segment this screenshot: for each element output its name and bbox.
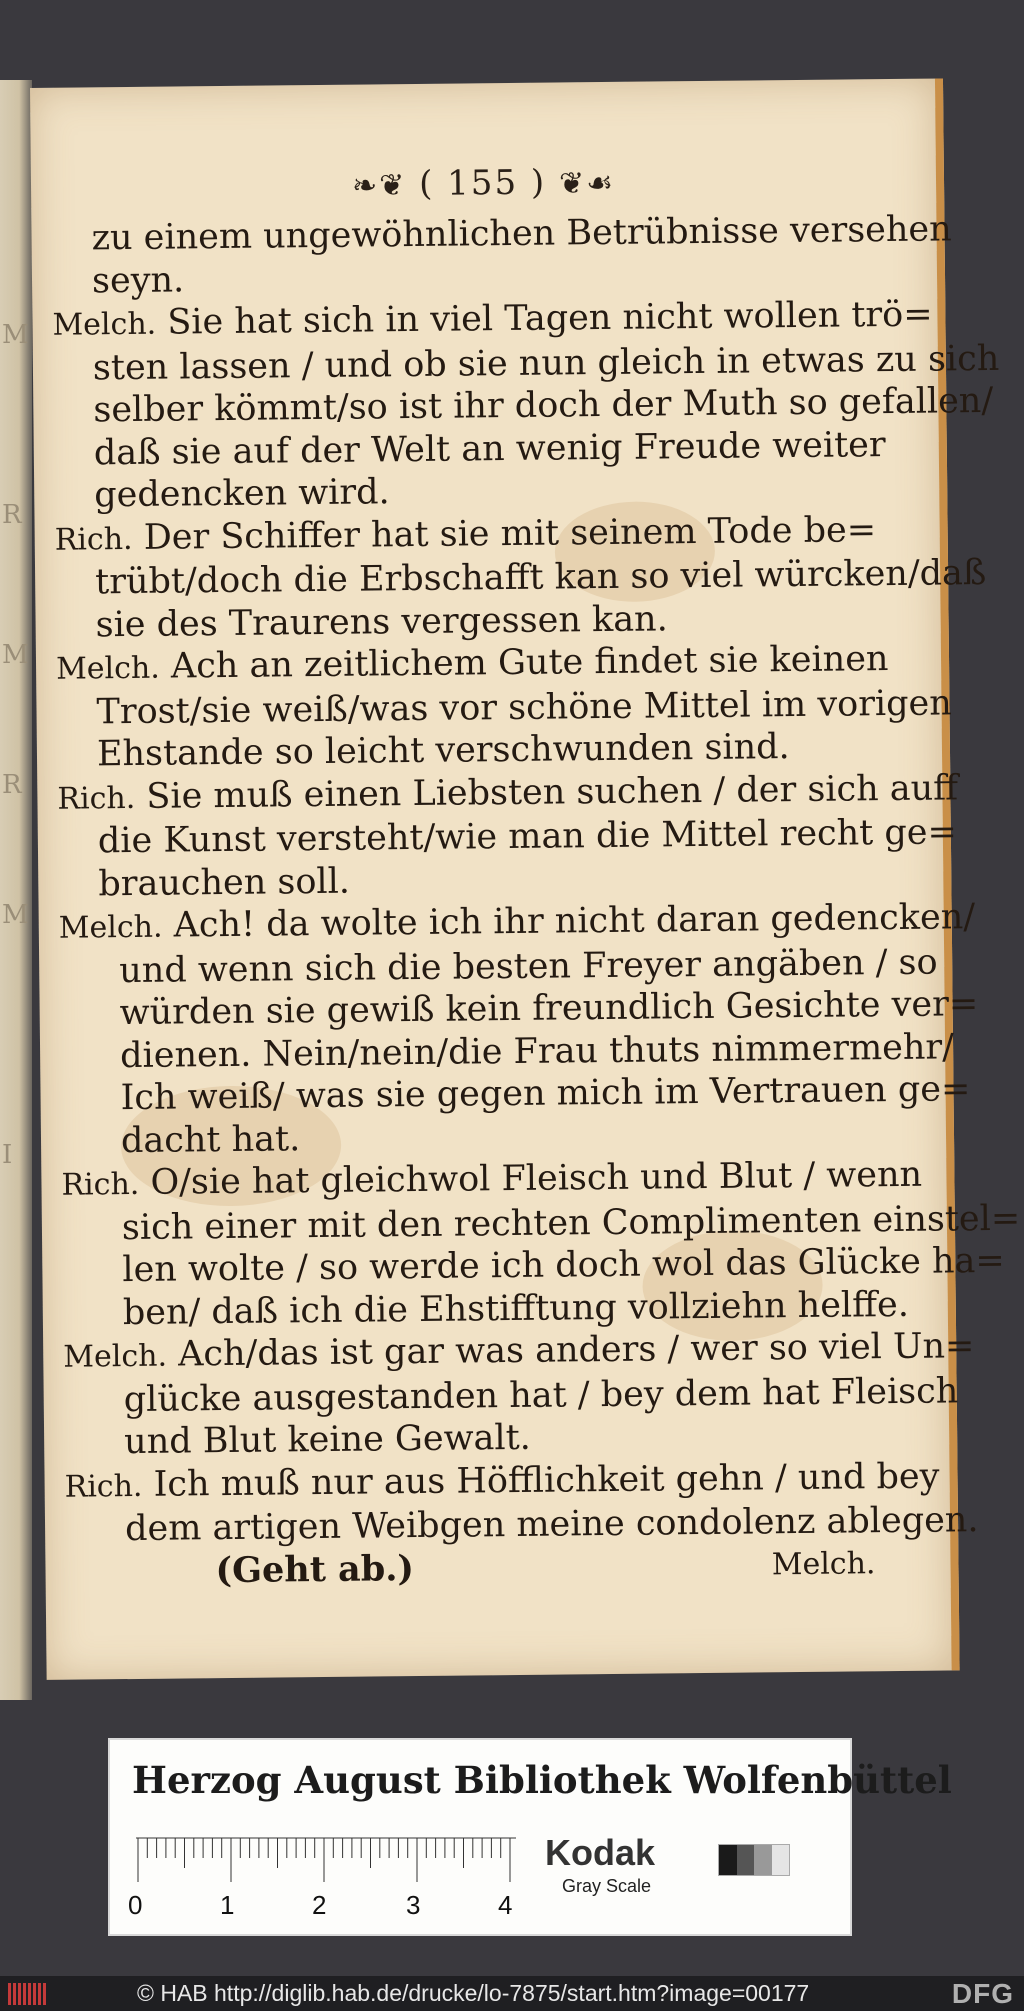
line-text: zu einem ungewöhnlichen Betrübnisse versehen xyxy=(91,209,952,259)
line-text: dacht hat. xyxy=(120,1118,301,1161)
line-text: Ach an zeitlichem Gute findet sie keinen xyxy=(170,639,889,687)
ruler-number: 3 xyxy=(406,1890,421,1920)
line-text: Ich muß nur aus Höfflichkeit gehn / und bey xyxy=(153,1456,940,1505)
line-text: sich einer mit den rechten Complimenten einstel= xyxy=(121,1198,1021,1248)
text-line xyxy=(65,1500,979,1551)
line-text: dem artigen Weibgen meine condolenz ablegen. xyxy=(124,1500,979,1550)
line-text: Ach/das ist gar was anders / wer so viel Un= xyxy=(177,1326,975,1375)
gutter-mark: R xyxy=(2,770,22,800)
line-text: brauchen soll. xyxy=(98,861,351,904)
line-text: sie des Traurens vergessen kan. xyxy=(95,598,668,645)
text-line xyxy=(61,1154,923,1207)
brand-name: Kodak xyxy=(545,1832,656,1873)
line-text: seyn. xyxy=(91,259,185,301)
line-text: selber kömmt/so ist ihr doch der Muth so gefallen/ xyxy=(93,380,994,431)
text-line xyxy=(58,897,976,950)
line-text: die Kunst versteht/wie man die Mittel recht ge= xyxy=(97,812,958,862)
gutter-mark: M xyxy=(2,640,29,670)
color-card xyxy=(108,1738,952,1936)
line-text: dienen. Nein/nein/die Frau thuts nimmermehr/ xyxy=(119,1026,955,1076)
gutter-mark: M xyxy=(2,320,29,350)
stage-direction-line xyxy=(65,1543,875,1594)
line-text: würden sie gewiß kein freundlich Gesichte ver= xyxy=(119,984,979,1034)
line-text: O/sie hat gleichwol Fleisch und Blut / wenn xyxy=(150,1154,923,1203)
line-text: glücke ausgestanden hat / bey dem hat Fleisch xyxy=(123,1370,959,1420)
stage-direction: (Geht ab.) xyxy=(215,1547,415,1591)
text-line xyxy=(54,424,886,475)
gutter-mark: R xyxy=(2,500,22,530)
line-text: sten lassen / und ob sie nun gleich in etwas zu sich xyxy=(92,338,1000,388)
line-text: Ehstande so leicht verschwunden sind. xyxy=(96,727,790,775)
line-text: Trost/sie weiß/was vor schöne Mittel im vorigen xyxy=(96,682,952,732)
dfg-logo: DFG xyxy=(951,1978,1014,2009)
ornament-right-icon: ❦☙ xyxy=(558,165,616,202)
speaker-name: Rich. xyxy=(54,521,133,558)
text-line xyxy=(63,1326,975,1379)
line-text: ben/ daß ich die Ehstifftung vollziehn helffe. xyxy=(122,1284,910,1333)
previous-page-gutter xyxy=(0,80,32,1700)
ruler xyxy=(136,1836,516,1884)
text-line xyxy=(55,638,889,691)
line-text: gedencken wird. xyxy=(94,472,390,516)
gray-swatches xyxy=(718,1844,790,1876)
ruler-number: 2 xyxy=(312,1890,327,1920)
speaker-name: Rich. xyxy=(64,1468,143,1505)
text-line xyxy=(55,553,987,604)
book-page xyxy=(30,78,1021,1679)
footer-credit[interactable]: © HAB http://diglib.hab.de/drucke/lo-7875/start.htm?image=00177 xyxy=(137,1980,810,2006)
text-line xyxy=(64,1370,959,1422)
ruler-number: 1 xyxy=(220,1890,235,1920)
speaker-name: Rich. xyxy=(57,780,136,817)
brand-subtitle: Gray Scale xyxy=(562,1876,652,1896)
page-number: ( 155 ) xyxy=(418,162,547,204)
text-line xyxy=(52,294,933,347)
catchword: Melch. xyxy=(771,1545,876,1582)
text-line xyxy=(60,1069,971,1120)
ruler-number: 0 xyxy=(128,1890,143,1920)
speaker-name: Melch. xyxy=(63,1338,168,1375)
page-text xyxy=(51,209,1021,1593)
card-title: Herzog August Bibliothek Wolfenbüttel xyxy=(132,1758,952,1802)
speaker-name: Melch. xyxy=(52,306,157,343)
text-line xyxy=(58,812,958,863)
text-line xyxy=(51,209,952,260)
speaker-name: Melch. xyxy=(55,650,161,687)
line-text: Ach! da wolte ich ihr nicht daran gedencken/ xyxy=(173,897,976,946)
line-text: Sie hat sich in viel Tagen nicht wollen trö= xyxy=(167,294,933,343)
gutter-mark: M xyxy=(2,900,29,930)
line-text: len wolte / so werde ich doch wol das Glücke ha= xyxy=(122,1240,1005,1291)
footer-bar xyxy=(0,1976,1024,2011)
speaker-name: Melch. xyxy=(58,909,163,946)
color-bars-icon xyxy=(8,1983,48,2005)
line-text: und Blut keine Gewalt. xyxy=(123,1417,532,1463)
ruler-numbers xyxy=(128,1890,518,1922)
line-text: Der Schiffer hat sie mit seinem Tode be= xyxy=(143,509,877,558)
page-header xyxy=(31,159,936,208)
speaker-name: Rich. xyxy=(61,1166,140,1203)
line-text: Ich weiß/ was sie gegen mich im Vertrauen ge= xyxy=(120,1069,971,1119)
line-text: trübt/doch die Erbschafft kan so viel würcken/daß xyxy=(94,553,987,603)
line-text: und wenn sich die besten Freyer angäben / so xyxy=(119,942,938,991)
line-text: Sie muß einen Liebsten suchen / der sich auff xyxy=(146,767,959,817)
ornament-left-icon: ❧❦ xyxy=(351,168,407,204)
gutter-mark: I xyxy=(2,1140,13,1170)
line-text: daß sie auf der Welt an wenig Freude weiter xyxy=(93,424,886,473)
ruler-number: 4 xyxy=(498,1890,513,1920)
